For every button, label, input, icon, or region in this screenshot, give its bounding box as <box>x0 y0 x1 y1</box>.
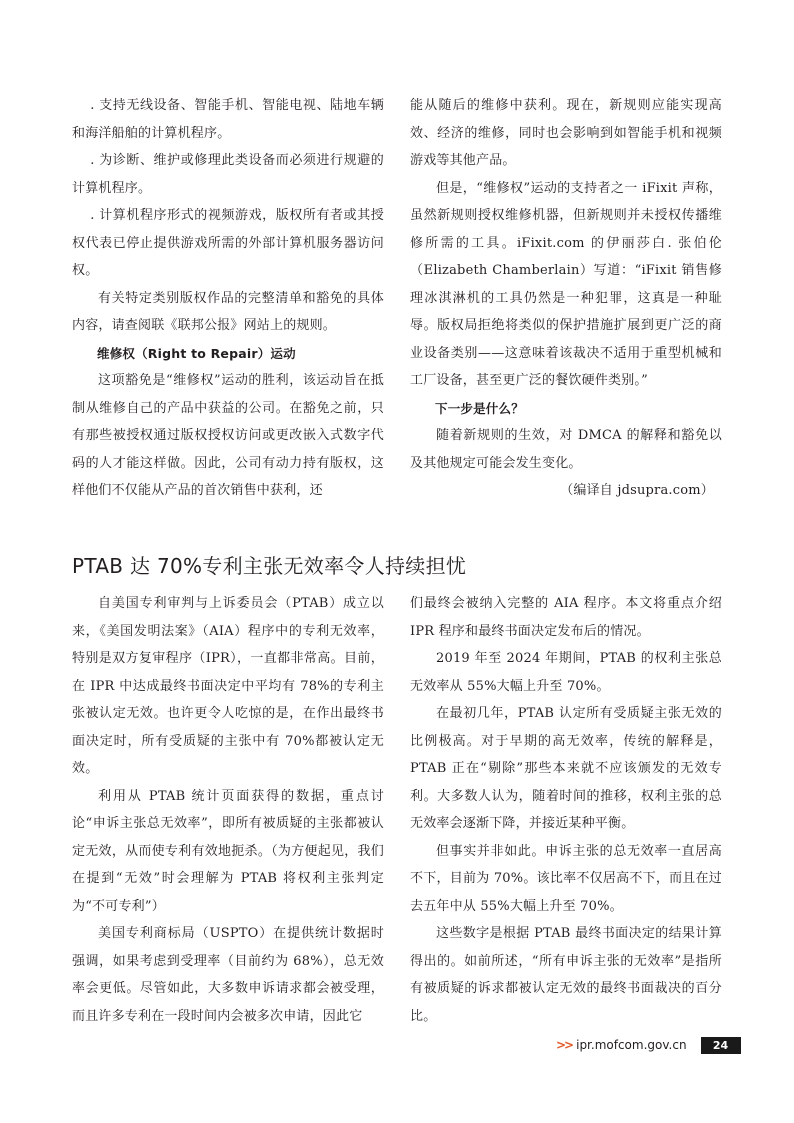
paragraph: 们最终会被纳入完整的 AIA 程序。本文将重点介绍 IPR 程序和最终书面决定发布后的情况。 <box>410 596 722 639</box>
page-footer <box>556 1036 741 1054</box>
paragraph: 这些数字是根据 PTAB 最终书面决定的结果计算得出的。如前所述，“所有申诉主张的无效率”是指所有被质疑的诉求都被认定无效的最终书面裁决的百分比。 <box>410 926 722 1024</box>
paragraph: 自美国专利审判与上诉委员会（PTAB）成立以来，《美国发明法案》（AIA）程序中的专利无效率，特别是双方复审程序（IPR），一直都非常高。目前，在 IPR 中达成最终书面决定中平均有 78%的专利主张被认定无效。也许更令人吃惊的是，在作出最终书面决定时，所有受质疑的主张中有 70%都被认定无效。 <box>72 596 384 776</box>
paragraph: 这项豁免是“维修权”运动的胜利，该运动旨在抵制从维修自己的产品中获益的公司。在豁免之前，只有那些被授权通过版权授权访问或更改嵌入式数字代码的人才能这样做。因此，公司有动力持有版权，这样他们不仅能从产品的首次销售中获利，还 <box>72 373 384 498</box>
section-heading: 维修权（Right to Repair）运动 <box>97 345 296 361</box>
paragraph: . 支持无线设备、智能手机、智能电视、陆地车辆和海洋船舶的计算机程序。 <box>72 98 384 141</box>
paragraph: 但事实并非如此。申诉主张的总无效率一直居高不下，目前为 70%。该比率不仅居高不下，而且在过去五年中从 55%大幅上升至 70%。 <box>410 843 722 914</box>
paragraph: 美国专利商标局（USPTO）在提供统计数据时强调，如果考虑到受理率（目前约为 68%），总无效率会更低。尽管如此，大多数申诉请求都会被受理，而且许多专利在一段时间内会被多次申请，因此它 <box>72 926 384 1024</box>
paragraph: 在最初几年，PTAB 认定所有受质疑主张无效的比例极高。对于早期的高无效率，传统的解释是，PTAB 正在“剔除”那些本来就不应该颁发的无效专利。大多数人认为，随着时间的推移，权利主张的总无效率会逐渐下降，并接近某种平衡。 <box>410 706 722 831</box>
page-number: 24 <box>701 1037 741 1054</box>
article-right-column <box>410 590 722 1030</box>
source-note: （编译自 jdsupra.com） <box>560 483 714 498</box>
paragraph: 利用从 PTAB 统计页面获得的数据，重点讨论“申诉主张总无效率”，即所有被质疑的主张都被认定无效，从而使专利有效地扼杀。（为方便起见，我们在提到“无效”时会理解为 PTAB 将权利主张判定为“不可专利”） <box>72 788 384 914</box>
section1-left-column <box>72 92 384 505</box>
paragraph: 2019 年至 2024 年期间，PTAB 的权利主张总无效率从 55%大幅上升至 70%。 <box>410 651 722 694</box>
paragraph: 但是，“维修权”运动的支持者之一 iFixit 声称，虽然新规则授权维修机器，但新规则并未授权传播维修所需的工具。iFixit.com 的伊丽莎白. 张伯伦（Elizabeth Chamberlain）写道：“iFixit 销售修理冰淇淋机的工具仍然是一种犯罪，这真是一种耻辱。版权局拒绝将类似的保护措施扩展到更广泛的商业设备类别——这意味着该裁决不适用于重型机械和工厂设备，甚至更广泛的餐饮硬件类别。” <box>410 180 722 388</box>
paragraph: . 为诊断、维护或修理此类设备而必须进行规避的计算机程序。 <box>72 153 384 196</box>
section-heading: 下一步是什么？ <box>435 400 524 416</box>
website-url: ipr.mofcom.gov.cn <box>576 1038 687 1052</box>
article-left-column <box>72 590 384 1030</box>
section1-right-column <box>410 92 722 505</box>
article-title: PTAB 达 70%专利主张无效率令人持续担忧 <box>72 554 467 578</box>
paragraph: 能从随后的维修中获利。现在，新规则应能实现高效、经济的维修，同时也会影响到如智能手机和视频游戏等其他产品。 <box>410 98 722 168</box>
double-chevron-right-icon: >> <box>556 1038 573 1052</box>
paragraph: 随着新规则的生效，对 DMCA 的解释和豁免以及其他规定可能会发生变化。 <box>410 428 722 471</box>
paragraph: 有关特定类别版权作品的完整清单和豁免的具体内容，请查阅联《联邦公报》网站上的规则。 <box>72 290 384 333</box>
paragraph: . 计算机程序形式的视频游戏，版权所有者或其授权代表已停止提供游戏所需的外部计算机服务器访问权。 <box>72 208 384 278</box>
